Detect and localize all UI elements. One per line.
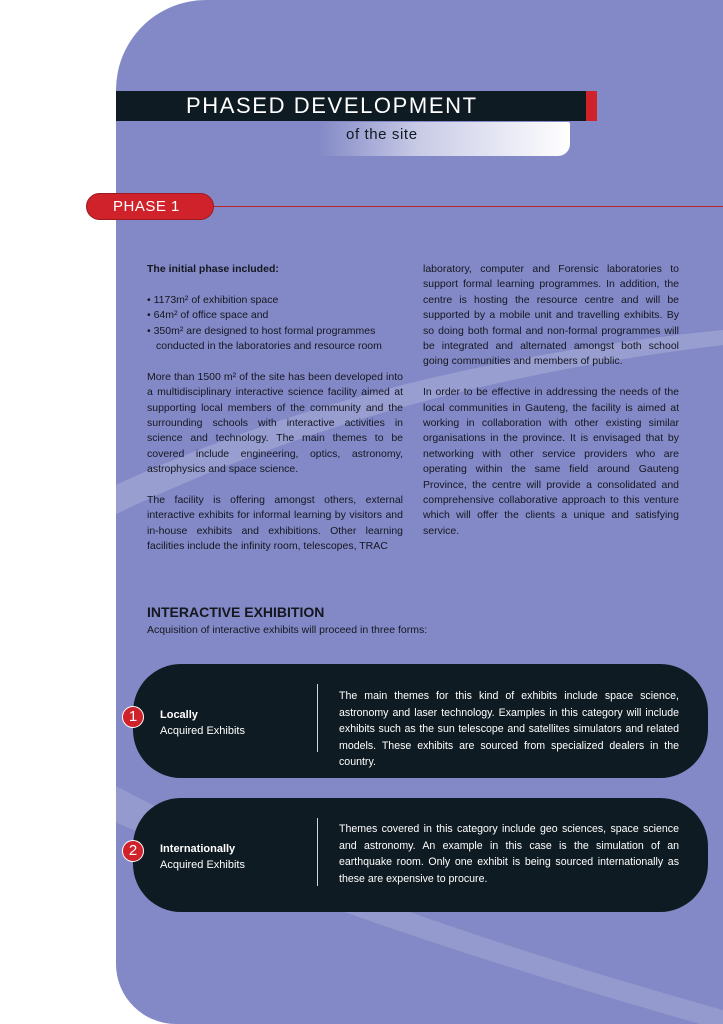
- number-badge: 1: [122, 706, 144, 728]
- body-paragraph: laboratory, computer and Forensic laboratories to support formal learning programmes. In addition, the centre is hosting the resource centre and will be supported by a mobile unit and travelling exhibits. By so doing both formal and non-formal programmes will be integrated and alternated amongst both school going communities and members of public.: [423, 263, 679, 368]
- card-description: Themes covered in this category include geo sciences, space science and astronomy. An example in this case is the simulation of an earthquake room. Only one exhibit is being sourced internationally as these are expensive to procure.: [339, 823, 679, 885]
- section-intro: Acquisition of interactive exhibits will proceed in three forms:: [147, 624, 428, 636]
- bullet-list: [147, 293, 403, 355]
- body-paragraph: The facility is offering amongst others, external interactive exhibits for informal learning by visitors and in-house exhibits and exhibitions. Other learning facilities include the infinity room, telescopes, TRAC: [147, 494, 403, 553]
- section-title: INTERACTIVE EXHIBITION: [147, 604, 325, 620]
- number-badge: 2: [122, 840, 144, 862]
- bullet-item: • 64m² of office space and: [147, 309, 269, 322]
- bullet-item: • 1173m² of exhibition space: [147, 293, 279, 306]
- card-description: The main themes for this kind of exhibits include space science, astronomy and laser technology. Examples in this category will include exhibits such as the sun telescope and satellites simulators and related models. These exhibits are sourced from specialized dealers in the country.: [339, 690, 679, 769]
- initial-phase-heading: The initial phase included:: [147, 263, 279, 275]
- title-accent: [586, 91, 597, 121]
- page-title: PHASED DEVELOPMENT: [186, 93, 478, 118]
- card-sublabel: Acquired Exhibits: [160, 859, 245, 871]
- bullet-item-continuation: conducted in the laboratories and resource room: [156, 340, 382, 353]
- card-sublabel: Acquired Exhibits: [160, 725, 245, 737]
- card-divider: [317, 818, 318, 886]
- bullet-item: • 350m² are designed to host formal programmes: [147, 324, 376, 337]
- body-paragraph: In order to be effective in addressing the needs of the local communities in Gauteng, the facility is aimed at working in collaboration with other existing similar organisations in the province. It is envisaged that by networking with other service providers who are operating within the same field around Gauteng Province, the centre will provide a consolidated and comprehensive collaborative approach to this venture which will offer the clients a unique and satisfying service.: [423, 386, 679, 537]
- body-column-left: [147, 262, 403, 570]
- card-label: Locally: [160, 709, 198, 721]
- body-column-right: [423, 262, 679, 555]
- phase-label: PHASE 1: [113, 198, 180, 215]
- body-paragraph: More than 1500 m² of the site has been developed into a multidisciplinary interactive science facility aimed at supporting local members of the community and the surrounding schools with interactive activities in science and technology. The main themes to be covered include engineering, optics, astronomy, astrophysics and space science.: [147, 370, 403, 476]
- phase-divider-line: [200, 206, 723, 207]
- card-divider: [317, 684, 318, 752]
- page-subtitle: of the site: [346, 126, 418, 143]
- card-label: Internationally: [160, 843, 236, 855]
